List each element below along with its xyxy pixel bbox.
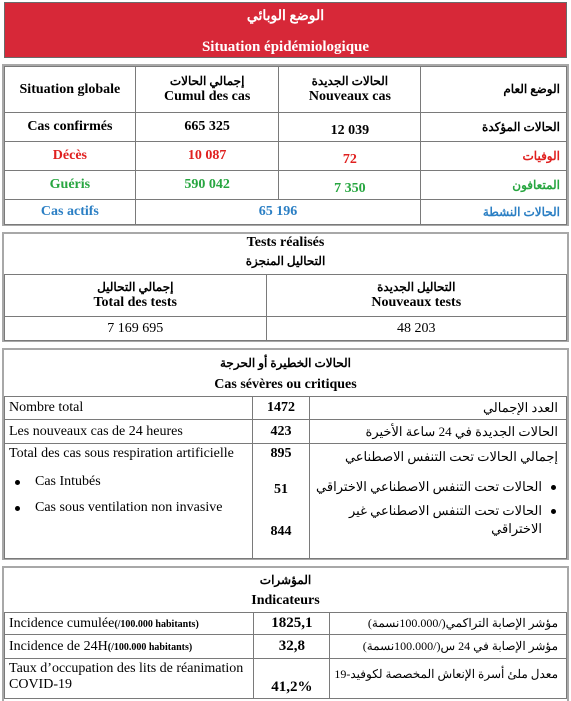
vni-label-fr: Cas sous ventilation non invasive [35, 500, 223, 515]
row-label-fr: Guéris [5, 171, 136, 200]
incidence-cumul-fr: Incidence cumulée [9, 615, 115, 631]
intubes-label-ar: الحالات تحت التنفس الاصطناعي الاختراقي [316, 479, 542, 494]
resp-label-ar: إجمالي الحالات تحت التنفس الاصطناعي [344, 449, 558, 464]
row-label-ar: المتعافون [421, 171, 567, 200]
table-row [5, 635, 567, 659]
situation-section [2, 64, 569, 226]
taux-label-ar: معدل ملئ أسرة الإنعاش المخصصة لكوفيد-19 [330, 659, 567, 699]
indicateurs-title-fr: Indicateurs [251, 593, 320, 608]
taux-label-fr: Taux d’occupation des lits de réanimation COVID-19 [5, 659, 254, 699]
bullet-icon [551, 509, 556, 514]
total-tests-ar: إجمالي التحاليل [97, 280, 174, 294]
incidence-24h-value: 32,8 [254, 635, 330, 659]
new-tests-header [266, 275, 566, 317]
severe-title-ar: الحالات الخطيرة أو الحرجة [220, 356, 351, 370]
resp-cell-ar [310, 444, 567, 559]
col-cumul-fr: Cumul des cas [163, 89, 251, 104]
col-new-ar: الحالات الجديدة [311, 74, 389, 88]
incidence-cumul-unit: (/100.000 habitants) [114, 618, 199, 630]
bullet-icon [15, 480, 20, 485]
col-header-new [279, 67, 421, 113]
row-label-fr: Cas confirmés [5, 113, 136, 142]
table-row [5, 397, 567, 420]
new-value: 7 350 [279, 171, 421, 200]
indicateurs-table [4, 612, 567, 699]
intubes-label-fr: Cas Intubés [35, 474, 101, 489]
resp-value: 895 [270, 446, 292, 461]
severe-table [4, 396, 567, 559]
incidence-24h-ar: مؤشر الإصابة في 24 س(/100.000نسمة) [330, 635, 567, 659]
severe-title-fr: Cas sévères ou critiques [214, 377, 357, 392]
table-row [5, 659, 567, 699]
tests-section [2, 232, 569, 342]
table-row [5, 613, 567, 635]
incidence-24h-unit: (/100.000 habitants) [107, 641, 193, 653]
bullet-icon [551, 485, 556, 490]
resp-values [252, 444, 310, 559]
col-new-fr: Nouveaux cas [308, 89, 391, 104]
incidence-24h-fr: Incidence de 24H [9, 638, 108, 654]
vni-item-ar [310, 502, 558, 538]
intubes-item-ar [310, 478, 558, 496]
severe-section [2, 348, 569, 560]
vni-value: 844 [270, 524, 292, 539]
severe-new24-label-fr: Les nouveaux cas de 24 heures [5, 420, 253, 444]
severe-total-label-fr: Nombre total [5, 397, 253, 420]
taux-value: 41,2% [254, 659, 330, 699]
vni-label-ar: الحالات تحت التنفس الاصطناعي غير الاختراقي [348, 503, 542, 536]
header-title-fr: Situation épidémiologique [201, 39, 370, 55]
table-row [5, 420, 567, 444]
incidence-cumul-value: 1825,1 [254, 613, 330, 635]
indicateurs-title-ar: المؤشرات [259, 573, 312, 587]
tests-title-ar: التحاليل المنجزة [245, 254, 326, 268]
intubes-item [9, 474, 252, 490]
severe-new24-value: 423 [252, 420, 310, 444]
active-label-ar: الحالات النشطة [421, 200, 567, 225]
row-label-ar: الحالات المؤكدة [421, 113, 567, 142]
col-cumul-ar: إجمالي الحالات [169, 74, 245, 88]
table-row [5, 113, 567, 142]
table-row [5, 444, 567, 559]
table-row [5, 171, 567, 200]
resp-label-fr: Total des cas sous respiration artificielle [9, 446, 234, 461]
col-header-global-fr: Situation globale [5, 67, 136, 113]
cumul-value: 665 325 [135, 113, 279, 142]
bullet-icon [15, 506, 20, 511]
active-label-fr: Cas actifs [5, 200, 136, 225]
col-header-global-ar: الوضع العام [421, 67, 567, 113]
new-value: 12 039 [279, 113, 421, 142]
new-tests-ar: التحاليل الجديدة [377, 280, 456, 294]
row-label-fr: Décès [5, 142, 136, 171]
indicateurs-section [2, 566, 569, 701]
tests-table [4, 274, 567, 341]
new-tests-fr: Nouveaux tests [371, 295, 462, 310]
tests-title-fr: Tests réalisés [246, 235, 325, 250]
cumul-value: 10 087 [135, 142, 279, 171]
table-row [5, 200, 567, 225]
page-header [4, 2, 567, 58]
intubes-value: 51 [274, 482, 288, 497]
incidence-cumul-ar: مؤشر الإصابة التراكمي(/100.000نسمة) [330, 613, 567, 635]
severe-total-value: 1472 [252, 397, 310, 420]
new-value: 72 [279, 142, 421, 171]
row-label-ar: الوفيات [421, 142, 567, 171]
incidence-24h-label [5, 635, 254, 659]
severe-total-label-ar: العدد الإجمالي [310, 397, 567, 420]
resp-cell-fr [5, 444, 253, 559]
severe-new24-label-ar: الحالات الجديدة في 24 ساعة الأخيرة [310, 420, 567, 444]
col-header-cumul [135, 67, 279, 113]
vni-item [9, 500, 252, 516]
table-row [5, 142, 567, 171]
new-tests-value: 48 203 [266, 317, 566, 341]
total-tests-header [5, 275, 267, 317]
cumul-value: 590 042 [135, 171, 279, 200]
header-title-ar: الوضع الوبائي [246, 9, 325, 24]
active-value: 65 196 [135, 200, 420, 225]
total-tests-fr: Total des tests [93, 295, 177, 310]
total-tests-value: 7 169 695 [5, 317, 267, 341]
incidence-cumul-label [5, 613, 254, 635]
situation-table [4, 66, 567, 225]
